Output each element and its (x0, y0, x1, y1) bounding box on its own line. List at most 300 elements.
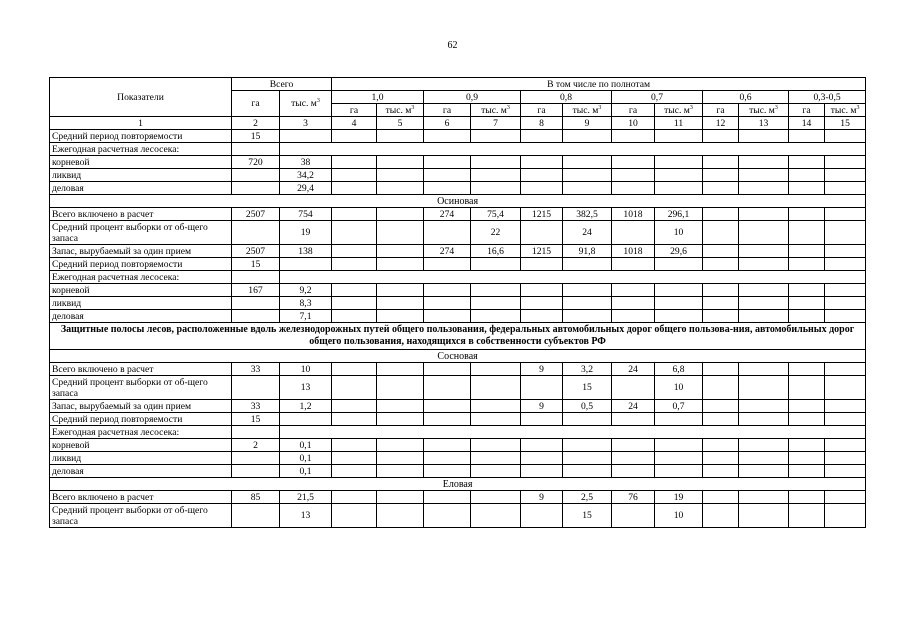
table-cell (655, 310, 703, 323)
header-total-volume: тыс. $м^3$ (280, 91, 332, 117)
table-cell (703, 439, 739, 452)
column-number: 5 (377, 117, 424, 130)
row-label: корневой (50, 439, 232, 452)
table-cell (521, 465, 563, 478)
row-label: Средний процент выборки от об-щего запаса (50, 376, 232, 400)
table-cell (521, 221, 563, 245)
table-cell (521, 156, 563, 169)
table-cell (739, 363, 789, 376)
table-cell: 167 (232, 284, 280, 297)
header-density: 0,3-0,5 (789, 91, 866, 104)
table-cell: 22 (471, 221, 521, 245)
table-cell (655, 130, 703, 143)
table-cell (332, 182, 377, 195)
table-cell (703, 504, 739, 528)
table-cell (739, 491, 789, 504)
forest-harvest-table (49, 77, 866, 528)
row-label: корневой (50, 284, 232, 297)
table-cell (563, 156, 612, 169)
header-unit-ha: га (612, 104, 655, 117)
table-row (50, 245, 866, 258)
table-cell (825, 258, 866, 271)
table-cell (563, 130, 612, 143)
column-number: 10 (612, 117, 655, 130)
table-cell (471, 297, 521, 310)
table-cell (825, 310, 866, 323)
table-cell: 754 (280, 208, 332, 221)
table-cell (563, 439, 612, 452)
table-cell (739, 439, 789, 452)
table-cell: 296,1 (655, 208, 703, 221)
table-cell (612, 465, 655, 478)
table-cell (232, 376, 280, 400)
table-cell (332, 156, 377, 169)
table-cell (521, 130, 563, 143)
row-label: деловая (50, 182, 232, 195)
table-cell (377, 452, 424, 465)
table-cell (789, 452, 825, 465)
table-cell (521, 182, 563, 195)
column-number: 1 (50, 117, 232, 130)
column-number: 3 (280, 117, 332, 130)
table-cell (521, 452, 563, 465)
table-cell (825, 376, 866, 400)
table-cell: 0,7 (655, 400, 703, 413)
table-cell (825, 452, 866, 465)
table-cell (655, 413, 703, 426)
header-unit-volume: тыс. $м^3$ (563, 104, 612, 117)
table-cell (332, 400, 377, 413)
table-cell (739, 297, 789, 310)
table-cell (739, 465, 789, 478)
table-row (50, 376, 866, 400)
row-label: Ежегодная расчетная лесосека: (50, 271, 232, 284)
table-cell: 38 (280, 156, 332, 169)
table-cell (280, 143, 866, 156)
table-cell (655, 156, 703, 169)
table-cell (424, 297, 471, 310)
table-cell (825, 182, 866, 195)
table-cell: 274 (424, 245, 471, 258)
column-number: 9 (563, 117, 612, 130)
column-number: 4 (332, 117, 377, 130)
table-cell (825, 465, 866, 478)
table-cell (424, 413, 471, 426)
table-cell (280, 426, 866, 439)
table-cell (521, 504, 563, 528)
table-cell: 2 (232, 439, 280, 452)
table-row (50, 284, 866, 297)
table-cell: 10 (655, 221, 703, 245)
table-cell (377, 182, 424, 195)
table-cell (424, 169, 471, 182)
table-cell (703, 208, 739, 221)
table-cell (703, 156, 739, 169)
header-unit-ha: га (424, 104, 471, 117)
table-cell (332, 221, 377, 245)
table-cell (232, 143, 280, 156)
table-cell (471, 169, 521, 182)
table-row (50, 258, 866, 271)
header-density: 0,8 (521, 91, 612, 104)
header-total-ha: га (232, 91, 280, 117)
row-label: ликвид (50, 169, 232, 182)
table-cell: 29,6 (655, 245, 703, 258)
table-cell (563, 310, 612, 323)
table-cell (471, 452, 521, 465)
table-cell (471, 465, 521, 478)
table-cell (703, 169, 739, 182)
table-cell (789, 284, 825, 297)
table-cell (703, 310, 739, 323)
table-cell (280, 271, 866, 284)
table-row (50, 478, 866, 491)
table-cell (424, 376, 471, 400)
header-unit-volume: тыс. $м^3$ (825, 104, 866, 117)
table-cell (377, 439, 424, 452)
table-cell: 24 (563, 221, 612, 245)
row-label: Всего включено в расчет (50, 363, 232, 376)
table-cell (280, 130, 332, 143)
table-cell (232, 504, 280, 528)
table-row (50, 169, 866, 182)
table-cell: 382,5 (563, 208, 612, 221)
table-cell (424, 258, 471, 271)
table-cell (377, 465, 424, 478)
table-row (50, 221, 866, 245)
table-cell: 0,1 (280, 452, 332, 465)
table-cell (471, 258, 521, 271)
table-cell (789, 208, 825, 221)
table-row (50, 271, 866, 284)
table-cell (703, 491, 739, 504)
table-cell: 9 (521, 491, 563, 504)
column-number: 14 (789, 117, 825, 130)
table-row (50, 143, 866, 156)
table-row (50, 491, 866, 504)
table-cell (789, 504, 825, 528)
table-cell (789, 376, 825, 400)
table-cell: 24 (612, 400, 655, 413)
table-cell (424, 182, 471, 195)
row-label: деловая (50, 310, 232, 323)
table-cell (703, 465, 739, 478)
table-cell (332, 465, 377, 478)
table-cell (563, 258, 612, 271)
table-cell (332, 363, 377, 376)
table-cell: 1215 (521, 208, 563, 221)
table-cell (232, 465, 280, 478)
header-unit-volume: тыс. $м^3$ (377, 104, 424, 117)
table-cell: 29,4 (280, 182, 332, 195)
table-cell (789, 310, 825, 323)
table-cell: 0,1 (280, 439, 332, 452)
table-cell (332, 504, 377, 528)
table-cell: 19 (655, 491, 703, 504)
table-cell (612, 258, 655, 271)
table-cell (563, 452, 612, 465)
table-cell (232, 182, 280, 195)
header-density: 1,0 (332, 91, 424, 104)
table-cell: 1018 (612, 208, 655, 221)
table-cell: 15 (232, 130, 280, 143)
table-cell (332, 284, 377, 297)
table-cell (789, 156, 825, 169)
table-cell (612, 452, 655, 465)
table-cell (471, 504, 521, 528)
section-title: Сосновая (50, 350, 866, 363)
table-row (50, 156, 866, 169)
table-cell: 76 (612, 491, 655, 504)
table-cell (703, 452, 739, 465)
table-cell (424, 130, 471, 143)
category-title: Защитные полосы лесов, расположенные вдоль железнодорожных путей общего пользования, федеральных автомобильных дорог общего пользова-ния, автомобильных дорог общего пользования, находящихся в собственности субъектов РФ (50, 323, 866, 350)
table-cell (612, 413, 655, 426)
table-cell (471, 491, 521, 504)
table-cell: 1018 (612, 245, 655, 258)
table-cell (703, 400, 739, 413)
table-cell (703, 284, 739, 297)
table-cell (424, 439, 471, 452)
table-cell (612, 310, 655, 323)
table-cell (739, 310, 789, 323)
row-label: ликвид (50, 452, 232, 465)
table-row (50, 465, 866, 478)
table-cell (424, 156, 471, 169)
table-cell (563, 413, 612, 426)
table-cell (655, 297, 703, 310)
table-cell: 15 (232, 413, 280, 426)
table-cell (563, 465, 612, 478)
table-cell (471, 400, 521, 413)
table-cell: 1215 (521, 245, 563, 258)
header-including: В том числе по полнотам (332, 78, 866, 91)
table-row (50, 439, 866, 452)
table-cell (655, 182, 703, 195)
table-row (50, 310, 866, 323)
header-unit-volume: тыс. $м^3$ (471, 104, 521, 117)
table-cell: 19 (280, 221, 332, 245)
table-cell (739, 182, 789, 195)
table-cell (332, 169, 377, 182)
column-number: 8 (521, 117, 563, 130)
table-cell (377, 413, 424, 426)
table-cell (703, 413, 739, 426)
table-cell: 0,1 (280, 465, 332, 478)
row-label: Всего включено в расчет (50, 491, 232, 504)
table-cell (739, 504, 789, 528)
row-label: Запас, вырубаемый за один прием (50, 400, 232, 413)
table-cell (377, 376, 424, 400)
table-cell (280, 258, 332, 271)
table-cell (332, 491, 377, 504)
table-cell (424, 310, 471, 323)
table-row (50, 350, 866, 363)
table-cell (789, 400, 825, 413)
table-cell: 9 (521, 363, 563, 376)
page-number: 62 (447, 40, 458, 51)
table-cell: 24 (612, 363, 655, 376)
table-cell (789, 363, 825, 376)
table-cell (471, 182, 521, 195)
table-cell (332, 258, 377, 271)
header-indicators: Показатели (50, 78, 232, 117)
table-cell (789, 130, 825, 143)
table-cell (739, 130, 789, 143)
table-cell: 33 (232, 400, 280, 413)
table-cell (563, 182, 612, 195)
column-number: 12 (703, 117, 739, 130)
table-cell: 9 (521, 400, 563, 413)
table-cell (377, 169, 424, 182)
table-cell (232, 221, 280, 245)
table-cell (825, 156, 866, 169)
table-cell (703, 245, 739, 258)
table-cell: 75,4 (471, 208, 521, 221)
table-row (50, 195, 866, 208)
table-cell (655, 465, 703, 478)
table-cell (825, 413, 866, 426)
table-cell (825, 245, 866, 258)
table-cell (739, 258, 789, 271)
table-cell (377, 221, 424, 245)
table-cell (825, 169, 866, 182)
table-cell (825, 208, 866, 221)
table-cell (825, 284, 866, 297)
table-cell (377, 156, 424, 169)
table-cell (825, 504, 866, 528)
table-cell (232, 169, 280, 182)
table-cell: 1,2 (280, 400, 332, 413)
table-cell (521, 439, 563, 452)
table-cell (825, 439, 866, 452)
table-cell (377, 258, 424, 271)
column-number: 2 (232, 117, 280, 130)
table-cell (521, 310, 563, 323)
table-cell (377, 504, 424, 528)
table-cell (232, 310, 280, 323)
table-cell (377, 297, 424, 310)
table-cell (471, 363, 521, 376)
table-cell (471, 413, 521, 426)
row-label: Средний период повторяемости (50, 413, 232, 426)
table-cell: 9,2 (280, 284, 332, 297)
table-row (50, 452, 866, 465)
table-cell (655, 258, 703, 271)
row-label: деловая (50, 465, 232, 478)
table-cell (377, 245, 424, 258)
table-cell (739, 452, 789, 465)
row-label: Запас, вырубаемый за один прием (50, 245, 232, 258)
table-row (50, 130, 866, 143)
table-cell (612, 156, 655, 169)
table-cell (789, 439, 825, 452)
table-cell (612, 221, 655, 245)
table-row (50, 208, 866, 221)
table-cell (825, 400, 866, 413)
table-cell (825, 221, 866, 245)
table-cell (703, 182, 739, 195)
table-cell: 21,5 (280, 491, 332, 504)
header-unit-ha: га (703, 104, 739, 117)
table-row (50, 426, 866, 439)
table-cell (612, 169, 655, 182)
table-cell: 34,2 (280, 169, 332, 182)
table-cell (739, 245, 789, 258)
row-label: Ежегодная расчетная лесосека: (50, 426, 232, 439)
table-cell: 6,8 (655, 363, 703, 376)
column-number: 11 (655, 117, 703, 130)
table-cell: 720 (232, 156, 280, 169)
table-row (50, 182, 866, 195)
table-cell: 2,5 (563, 491, 612, 504)
header-density: 0,7 (612, 91, 703, 104)
table-cell (789, 169, 825, 182)
table-cell (739, 221, 789, 245)
table-cell (563, 297, 612, 310)
table-cell (471, 156, 521, 169)
table-row (50, 400, 866, 413)
table-cell (655, 169, 703, 182)
table-cell: 85 (232, 491, 280, 504)
table-cell: 91,8 (563, 245, 612, 258)
table-cell (332, 413, 377, 426)
table-cell (424, 221, 471, 245)
row-label: Средний процент выборки от об-щего запаса (50, 504, 232, 528)
table-cell (703, 297, 739, 310)
row-label: Всего включено в расчет (50, 208, 232, 221)
table-cell (521, 284, 563, 297)
table-cell (377, 363, 424, 376)
table-cell (521, 169, 563, 182)
table-cell (563, 284, 612, 297)
table-row (50, 323, 866, 350)
table-cell (424, 452, 471, 465)
table-cell (703, 130, 739, 143)
row-label: Ежегодная расчетная лесосека: (50, 143, 232, 156)
table-cell (739, 400, 789, 413)
column-number: 7 (471, 117, 521, 130)
table-row (50, 363, 866, 376)
table-cell (471, 284, 521, 297)
table-cell: 138 (280, 245, 332, 258)
table-cell (521, 258, 563, 271)
row-label: ликвид (50, 297, 232, 310)
table-cell (232, 426, 280, 439)
table-cell (377, 208, 424, 221)
table-cell (612, 504, 655, 528)
table-cell (521, 297, 563, 310)
table-cell (471, 376, 521, 400)
table-cell (612, 130, 655, 143)
table-cell: 3,2 (563, 363, 612, 376)
table-cell (612, 284, 655, 297)
table-cell (825, 297, 866, 310)
header-unit-volume: тыс. $м^3$ (739, 104, 789, 117)
table-cell (332, 439, 377, 452)
table-cell (424, 491, 471, 504)
table-row (50, 504, 866, 528)
table-cell (789, 221, 825, 245)
table-cell (521, 376, 563, 400)
table-cell (377, 400, 424, 413)
table-cell (563, 169, 612, 182)
column-number: 6 (424, 117, 471, 130)
table-cell: 13 (280, 376, 332, 400)
table-cell (612, 182, 655, 195)
table-cell (739, 413, 789, 426)
table-cell (471, 439, 521, 452)
